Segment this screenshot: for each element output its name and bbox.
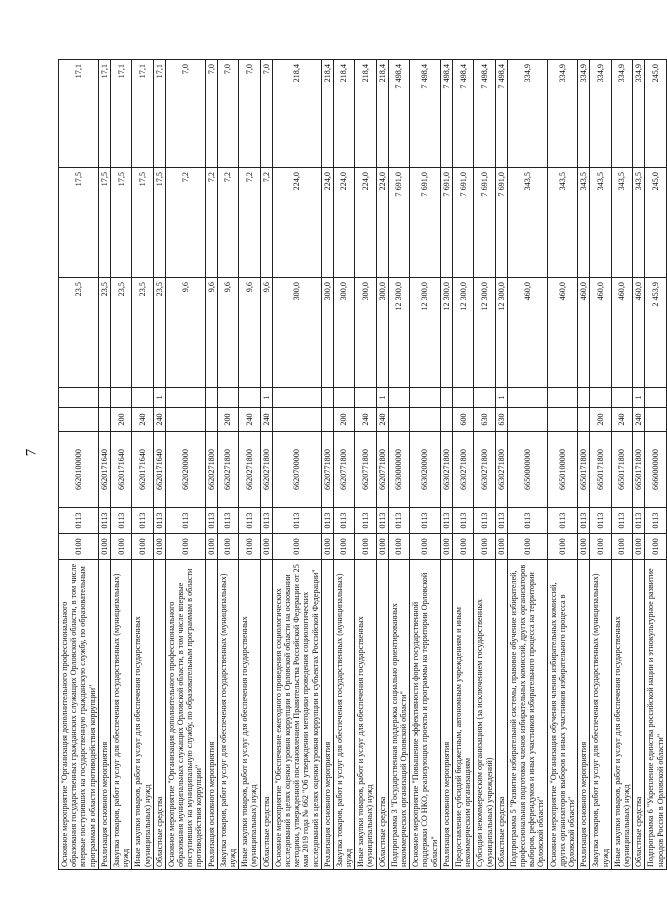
section-code: 0100 xyxy=(452,534,473,560)
table-row xyxy=(272,60,321,870)
target-article-code: 6650171800 xyxy=(633,432,645,508)
expense-type-code xyxy=(578,408,590,432)
subsection-code: 0113 xyxy=(507,508,547,534)
section-code: 0100 xyxy=(110,534,131,560)
expense-type-code: 240 xyxy=(239,408,260,432)
target-article-code: 6630000000 xyxy=(388,432,409,508)
expense-type-code xyxy=(507,408,547,432)
amount-executed: 7,0 xyxy=(205,60,217,168)
expense-type-code: 240 xyxy=(260,408,272,432)
section-code: 0100 xyxy=(495,534,507,560)
funding-source-code xyxy=(410,388,441,408)
table-row xyxy=(217,60,238,870)
amount-executed: 7 498,4 xyxy=(495,60,507,168)
table-row xyxy=(590,60,611,870)
funding-source-code: 1 xyxy=(495,388,507,408)
section-code: 0100 xyxy=(272,534,321,560)
row-name: Реализация основного мероприятия xyxy=(578,560,590,870)
section-code: 0100 xyxy=(260,534,272,560)
amount-planned: 9,6 xyxy=(205,278,217,388)
amount-adjusted: 343,5 xyxy=(611,168,632,278)
amount-planned: 23,5 xyxy=(110,278,131,388)
target-article-code: 6660000000 xyxy=(645,432,666,508)
amount-planned: 9,6 xyxy=(239,278,260,388)
amount-adjusted: 224,0 xyxy=(355,168,376,278)
row-name: Областные средства xyxy=(633,560,645,870)
subsection-code: 0113 xyxy=(165,508,205,534)
table-row xyxy=(507,60,547,870)
section-code: 0100 xyxy=(321,534,333,560)
funding-source-code xyxy=(205,388,217,408)
funding-source-code: 1 xyxy=(376,388,388,408)
row-name: Иные закупки товаров, работ и услуг для обеспечения государственных (муниципальных) нужд xyxy=(355,560,376,870)
expense-type-code xyxy=(165,408,205,432)
amount-planned: 9,6 xyxy=(165,278,205,388)
amount-executed: 7,0 xyxy=(165,60,205,168)
target-article-code: 6630271800 xyxy=(452,432,473,508)
amount-executed: 334,9 xyxy=(578,60,590,168)
target-article-code: 6620171640 xyxy=(110,432,131,508)
table-row xyxy=(239,60,260,870)
section-code: 0100 xyxy=(239,534,260,560)
amount-planned: 300,0 xyxy=(333,278,354,388)
amount-planned: 2 453,9 xyxy=(645,278,666,388)
table-row xyxy=(495,60,507,870)
subsection-code: 0113 xyxy=(59,508,99,534)
amount-adjusted: 17,5 xyxy=(132,168,153,278)
table-row xyxy=(611,60,632,870)
row-name: Иные закупки товаров, работ и услуг для обеспечения государственных (муниципальных) нужд xyxy=(132,560,153,870)
row-name: Закупка товаров, работ и услуг для обеспечения государственных (муниципальных) нужд xyxy=(110,560,131,870)
amount-planned: 460,0 xyxy=(590,278,611,388)
target-article-code: 6620271800 xyxy=(239,432,260,508)
target-article-code: 6630200000 xyxy=(410,432,441,508)
amount-executed: 218,4 xyxy=(333,60,354,168)
amount-adjusted: 7 691,0 xyxy=(410,168,441,278)
target-article-code: 6620100000 xyxy=(59,432,99,508)
table-row xyxy=(452,60,473,870)
row-name: Закупка товаров, работ и услуг для обеспечения государственных (муниципальных) нужд xyxy=(333,560,354,870)
funding-source-code xyxy=(474,388,495,408)
amount-adjusted: 7 691,0 xyxy=(388,168,409,278)
expense-type-code xyxy=(205,408,217,432)
target-article-code: 6630271800 xyxy=(440,432,452,508)
target-article-code: 6620171640 xyxy=(153,432,165,508)
funding-source-code xyxy=(355,388,376,408)
subsection-code: 0113 xyxy=(98,508,110,534)
funding-source-code xyxy=(590,388,611,408)
page-number: 7 xyxy=(23,448,40,457)
subsection-code: 0113 xyxy=(333,508,354,534)
row-name: Реализация основного мероприятия xyxy=(98,560,110,870)
table-row xyxy=(205,60,217,870)
expense-type-code xyxy=(645,408,666,432)
subsection-code: 0113 xyxy=(110,508,131,534)
expense-type-code: 240 xyxy=(153,408,165,432)
target-article-code: 6630271800 xyxy=(474,432,495,508)
target-article-code: 6650171800 xyxy=(578,432,590,508)
target-article-code: 6630271800 xyxy=(495,432,507,508)
section-code: 0100 xyxy=(355,534,376,560)
subsection-code: 0113 xyxy=(645,508,666,534)
target-article-code: 6620200000 xyxy=(165,432,205,508)
row-name: Закупка товаров, работ и услуг для обеспечения государственных (муниципальных) нужд xyxy=(217,560,238,870)
funding-source-code xyxy=(645,388,666,408)
table-row xyxy=(547,60,578,870)
row-name: Областные средства xyxy=(495,560,507,870)
target-article-code: 6620771800 xyxy=(355,432,376,508)
section-code: 0100 xyxy=(633,534,645,560)
expense-type-code xyxy=(440,408,452,432)
amount-executed: 7 498,4 xyxy=(474,60,495,168)
funding-source-code: 1 xyxy=(153,388,165,408)
subsection-code: 0113 xyxy=(376,508,388,534)
amount-adjusted: 343,5 xyxy=(633,168,645,278)
expense-type-code xyxy=(388,408,409,432)
amount-planned: 23,5 xyxy=(59,278,99,388)
amount-planned: 9,6 xyxy=(260,278,272,388)
subsection-code: 0113 xyxy=(205,508,217,534)
amount-planned: 460,0 xyxy=(633,278,645,388)
subsection-code: 0113 xyxy=(217,508,238,534)
amount-executed: 7 498,4 xyxy=(452,60,473,168)
target-article-code: 6620171640 xyxy=(98,432,110,508)
table-row xyxy=(110,60,131,870)
section-code: 0100 xyxy=(474,534,495,560)
row-name: Областные средства xyxy=(260,560,272,870)
amount-adjusted: 7 691,0 xyxy=(452,168,473,278)
amount-executed: 17,1 xyxy=(153,60,165,168)
expense-type-code xyxy=(272,408,321,432)
target-article-code: 6650000000 xyxy=(507,432,547,508)
table-row xyxy=(333,60,354,870)
expense-type-code: 600 xyxy=(452,408,473,432)
subsection-code: 0113 xyxy=(355,508,376,534)
funding-source-code xyxy=(547,388,578,408)
subsection-code: 0113 xyxy=(132,508,153,534)
row-name: Субсидии некоммерческим организациям (за исключением государственных (муниципальных) учреждений) xyxy=(474,560,495,870)
amount-planned: 460,0 xyxy=(547,278,578,388)
section-code: 0100 xyxy=(165,534,205,560)
funding-source-code xyxy=(98,388,110,408)
funding-source-code xyxy=(452,388,473,408)
amount-adjusted: 224,0 xyxy=(272,168,321,278)
target-article-code: 6620271800 xyxy=(217,432,238,508)
table-row xyxy=(376,60,388,870)
funding-source-code xyxy=(59,388,99,408)
target-article-code: 6620771800 xyxy=(376,432,388,508)
expense-type-code xyxy=(547,408,578,432)
subsection-code: 0113 xyxy=(239,508,260,534)
row-name: Иные закупки товаров, работ и услуг для обеспечения государственных (муниципальных) нужд xyxy=(611,560,632,870)
row-name: Подпрограмма 3 "Государственная поддержка социально ориентированных некоммерческих организаций Орловской области" xyxy=(388,560,409,870)
amount-adjusted: 7,2 xyxy=(239,168,260,278)
row-name: Подпрограмма 6 "Укрепление единства российской нации и этнокультурное развитие народов России в Орловской области" xyxy=(645,560,666,870)
table-row xyxy=(132,60,153,870)
amount-planned: 300,0 xyxy=(355,278,376,388)
funding-source-code xyxy=(388,388,409,408)
table-row xyxy=(645,60,666,870)
row-name: Предоставление субсидий бюджетным, автономным учреждениям и иным некоммерческим организациям xyxy=(452,560,473,870)
amount-executed: 218,4 xyxy=(272,60,321,168)
section-code: 0100 xyxy=(333,534,354,560)
amount-planned: 12 300,0 xyxy=(440,278,452,388)
row-name: Основное мероприятие "Повышение эффективности форм государственной поддержки СО НКО, реализующих проекты и программы на территории Орловской области" xyxy=(410,560,441,870)
row-name: Основное мероприятие "Организация дополнительного профессионального образования муниципальных служащих Орловской области, в том числе впервые поступивших на муниципальную службу, по образовательным программам в области противодействия коррупции" xyxy=(165,560,205,870)
subsection-code: 0113 xyxy=(452,508,473,534)
funding-source-code xyxy=(239,388,260,408)
amount-adjusted: 343,5 xyxy=(590,168,611,278)
amount-adjusted: 7,2 xyxy=(205,168,217,278)
amount-planned: 460,0 xyxy=(507,278,547,388)
expense-type-code: 630 xyxy=(474,408,495,432)
subsection-code: 0113 xyxy=(611,508,632,534)
amount-adjusted: 343,5 xyxy=(578,168,590,278)
amount-planned: 12 300,0 xyxy=(452,278,473,388)
section-code: 0100 xyxy=(205,534,217,560)
amount-executed: 7,0 xyxy=(217,60,238,168)
funding-source-code xyxy=(440,388,452,408)
expense-type-code: 200 xyxy=(590,408,611,432)
amount-planned: 300,0 xyxy=(272,278,321,388)
funding-source-code xyxy=(132,388,153,408)
row-name: Иные закупки товаров, работ и услуг для обеспечения государственных (муниципальных) нужд xyxy=(239,560,260,870)
row-name: Областные средства xyxy=(376,560,388,870)
amount-planned: 12 300,0 xyxy=(410,278,441,388)
table-row xyxy=(98,60,110,870)
row-name: Основное мероприятие "Обеспечение ежегодного проведения социологических исследований в целях оценки уровня коррупции в Орловской области на основании методики, утвержденной постановлением Правительства Российской Федерации от 25 мая 2019 года № 662 "Об утверждении методики проведения социологических исследований в целях оценки уровня коррупции в субъектах Российской Федерации" xyxy=(272,560,321,870)
section-code: 0100 xyxy=(547,534,578,560)
expense-type-code xyxy=(321,408,333,432)
expense-type-code xyxy=(98,408,110,432)
amount-executed: 218,4 xyxy=(355,60,376,168)
funding-source-code xyxy=(321,388,333,408)
funding-source-code xyxy=(578,388,590,408)
subsection-code: 0113 xyxy=(547,508,578,534)
section-code: 0100 xyxy=(440,534,452,560)
subsection-code: 0113 xyxy=(495,508,507,534)
expense-type-code xyxy=(410,408,441,432)
subsection-code: 0113 xyxy=(388,508,409,534)
table-row xyxy=(165,60,205,870)
amount-adjusted: 7 691,0 xyxy=(474,168,495,278)
amount-planned: 23,5 xyxy=(132,278,153,388)
table-row xyxy=(474,60,495,870)
amount-executed: 17,1 xyxy=(59,60,99,168)
section-code: 0100 xyxy=(388,534,409,560)
amount-executed: 17,1 xyxy=(110,60,131,168)
amount-planned: 23,5 xyxy=(153,278,165,388)
expense-type-code: 240 xyxy=(611,408,632,432)
target-article-code: 6620271800 xyxy=(205,432,217,508)
amount-adjusted: 17,5 xyxy=(59,168,99,278)
section-code: 0100 xyxy=(611,534,632,560)
table-row xyxy=(440,60,452,870)
section-code: 0100 xyxy=(98,534,110,560)
amount-adjusted: 343,5 xyxy=(547,168,578,278)
subsection-code: 0113 xyxy=(260,508,272,534)
expense-type-code: 240 xyxy=(376,408,388,432)
row-name: Реализация основного мероприятия xyxy=(205,560,217,870)
funding-source-code xyxy=(165,388,205,408)
subsection-code: 0113 xyxy=(578,508,590,534)
table-row xyxy=(578,60,590,870)
amount-adjusted: 7,2 xyxy=(217,168,238,278)
amount-executed: 334,9 xyxy=(507,60,547,168)
target-article-code: 6620771800 xyxy=(333,432,354,508)
subsection-code: 0113 xyxy=(440,508,452,534)
row-name: Основное мероприятие "Организация дополнительного профессионального образования государственных гражданских служащих Орловской области, в том числе впервые поступивших на государственную гражданскую службу, по образовательным программам в области противодействия коррупции" xyxy=(59,560,99,870)
table-row xyxy=(355,60,376,870)
subsection-code: 0113 xyxy=(272,508,321,534)
amount-planned: 460,0 xyxy=(611,278,632,388)
amount-adjusted: 224,0 xyxy=(376,168,388,278)
amount-planned: 300,0 xyxy=(321,278,333,388)
target-article-code: 6620171640 xyxy=(132,432,153,508)
amount-executed: 7,0 xyxy=(260,60,272,168)
subsection-code: 0113 xyxy=(321,508,333,534)
expense-type-code: 240 xyxy=(633,408,645,432)
table-row xyxy=(260,60,272,870)
subsection-code: 0113 xyxy=(474,508,495,534)
table-body xyxy=(59,60,667,870)
amount-adjusted: 7,2 xyxy=(260,168,272,278)
section-code: 0100 xyxy=(217,534,238,560)
amount-adjusted: 224,0 xyxy=(333,168,354,278)
funding-source-code xyxy=(611,388,632,408)
table-row xyxy=(153,60,165,870)
expense-type-code: 240 xyxy=(132,408,153,432)
subsection-code: 0113 xyxy=(633,508,645,534)
amount-planned: 300,0 xyxy=(376,278,388,388)
amount-adjusted: 343,5 xyxy=(507,168,547,278)
amount-adjusted: 7 691,0 xyxy=(495,168,507,278)
funding-source-code: 1 xyxy=(633,388,645,408)
expense-type-code xyxy=(59,408,99,432)
amount-executed: 245,0 xyxy=(645,60,666,168)
amount-executed: 7 498,4 xyxy=(410,60,441,168)
amount-executed: 334,9 xyxy=(547,60,578,168)
target-article-code: 6650171800 xyxy=(611,432,632,508)
row-name: Реализация основного мероприятия xyxy=(440,560,452,870)
amount-executed: 17,1 xyxy=(98,60,110,168)
amount-executed: 7,0 xyxy=(239,60,260,168)
section-code: 0100 xyxy=(590,534,611,560)
section-code: 0100 xyxy=(132,534,153,560)
table-row xyxy=(59,60,99,870)
amount-executed: 218,4 xyxy=(321,60,333,168)
expense-type-code: 200 xyxy=(217,408,238,432)
amount-executed: 17,1 xyxy=(132,60,153,168)
funding-source-code xyxy=(217,388,238,408)
amount-adjusted: 17,5 xyxy=(110,168,131,278)
funding-source-code xyxy=(110,388,131,408)
row-name: Основное мероприятие "Организация обучения членов избирательных комиссий, других организаторов выборов и иных участников избирательного процесса в Орловской области" xyxy=(547,560,578,870)
target-article-code: 6650100000 xyxy=(547,432,578,508)
funding-source-code xyxy=(507,388,547,408)
section-code: 0100 xyxy=(376,534,388,560)
amount-executed: 7 498,4 xyxy=(440,60,452,168)
amount-planned: 460,0 xyxy=(578,278,590,388)
row-name: Реализация основного мероприятия xyxy=(321,560,333,870)
amount-planned: 12 300,0 xyxy=(388,278,409,388)
subsection-code: 0113 xyxy=(410,508,441,534)
amount-planned: 12 300,0 xyxy=(474,278,495,388)
target-article-code: 6620271800 xyxy=(260,432,272,508)
row-name: Областные средства xyxy=(153,560,165,870)
budget-table xyxy=(58,59,667,870)
amount-adjusted: 17,5 xyxy=(98,168,110,278)
expense-type-code: 200 xyxy=(333,408,354,432)
amount-adjusted: 224,0 xyxy=(321,168,333,278)
table-row xyxy=(633,60,645,870)
row-name: Подпрограмма 5 "Развитие избирательной системы, правовое обучение избирателей, профессиональная подготовка членов избирательных комиссий, других организаторов выборов, референдумов и иных участников избирательного процесса на территории Орловской области" xyxy=(507,560,547,870)
section-code: 0100 xyxy=(507,534,547,560)
section-code: 0100 xyxy=(59,534,99,560)
target-article-code: 6620771800 xyxy=(321,432,333,508)
amount-planned: 12 300,0 xyxy=(495,278,507,388)
funding-source-code xyxy=(272,388,321,408)
expense-type-code: 200 xyxy=(110,408,131,432)
target-article-code: 6620700000 xyxy=(272,432,321,508)
amount-adjusted: 7 691,0 xyxy=(440,168,452,278)
table-row xyxy=(321,60,333,870)
amount-adjusted: 245,0 xyxy=(645,168,666,278)
section-code: 0100 xyxy=(645,534,666,560)
funding-source-code xyxy=(333,388,354,408)
amount-executed: 334,9 xyxy=(633,60,645,168)
funding-source-code: 1 xyxy=(260,388,272,408)
row-name: Закупка товаров, работ и услуг для обеспечения государственных (муниципальных) нужд xyxy=(590,560,611,870)
amount-executed: 334,9 xyxy=(611,60,632,168)
amount-adjusted: 7,2 xyxy=(165,168,205,278)
amount-planned: 9,6 xyxy=(217,278,238,388)
amount-adjusted: 17,5 xyxy=(153,168,165,278)
table-row xyxy=(410,60,441,870)
amount-executed: 334,9 xyxy=(590,60,611,168)
table-row xyxy=(388,60,409,870)
section-code: 0100 xyxy=(578,534,590,560)
subsection-code: 0113 xyxy=(153,508,165,534)
expense-type-code: 630 xyxy=(495,408,507,432)
section-code: 0100 xyxy=(153,534,165,560)
amount-planned: 23,5 xyxy=(98,278,110,388)
target-article-code: 6650171800 xyxy=(590,432,611,508)
subsection-code: 0113 xyxy=(590,508,611,534)
section-code: 0100 xyxy=(410,534,441,560)
amount-executed: 7 498,4 xyxy=(388,60,409,168)
amount-executed: 218,4 xyxy=(376,60,388,168)
budget-table-rotated xyxy=(58,60,665,870)
expense-type-code: 240 xyxy=(355,408,376,432)
